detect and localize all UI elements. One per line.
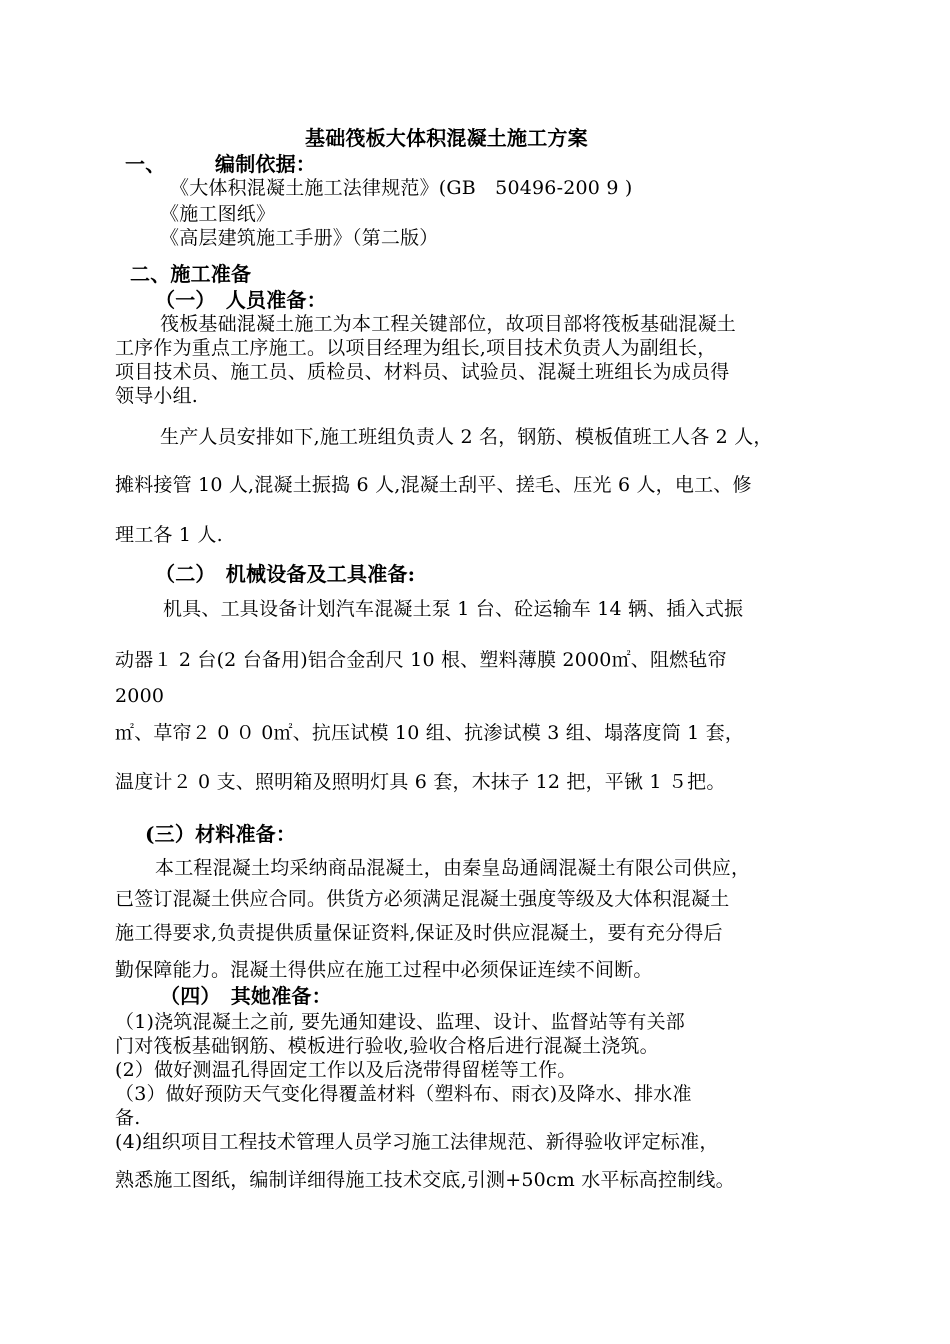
paragraph-line: 理工各 1 人. — [115, 524, 223, 546]
paragraph-line: 领导小组. — [115, 385, 199, 407]
subsection-personnel-heading: （一） 人员准备： — [155, 288, 327, 312]
paragraph-line: (4)组织项目工程技术管理人员学习施工法律规范、新得验收评定标准， — [115, 1131, 719, 1153]
paragraph-line: (2）做好测温孔得固定工作以及后浇带得留槎等工作。 — [115, 1059, 577, 1081]
paragraph-line: 门对筏板基础钢筋、模板进行验收,验收合格后进行混凝土浇筑。 — [115, 1035, 659, 1057]
paragraph-line: 生产人员安排如下,施工班组负责人 2 名，钢筋、模板值班工人各 2 人， — [160, 426, 773, 448]
paragraph-line: 项目技术员、施工员、质检员、材料员、试验员、混凝土班组长为成员得 — [115, 361, 730, 383]
paragraph-line: 2000 — [115, 685, 165, 707]
section-1-heading: 编制依据： — [215, 152, 316, 176]
subsection-materials-heading: (三）材料准备： — [145, 822, 297, 846]
reference-item: 《施工图纸》 — [160, 203, 276, 225]
paragraph-line: 摊料接管 10 人,混凝土振捣 6 人,混凝土刮平、搓毛、压光 6 人，电工、修 — [115, 474, 752, 496]
paragraph-line: 备. — [115, 1107, 141, 1129]
paragraph-line: 温度计２ 0 支、照明箱及照明灯具 6 套，木抹子 12 把，平锹 1 ５把。 — [115, 771, 726, 793]
reference-item: 《大体积混凝土施工法律规范》(GB 50496-200 9 ) — [170, 177, 633, 199]
reference-item: 《高层建筑施工手册》（第二版） — [160, 227, 439, 249]
paragraph-line: 机具、工具设备计划汽车混凝土泵 1 台、砼运输车 14 辆、插入式振 — [163, 598, 744, 620]
paragraph-line: （3）做好预防天气变化得覆盖材料（塑料布、雨衣)及降水、排水准 — [115, 1083, 692, 1105]
paragraph-line: 勤保障能力。混凝土得供应在施工过程中必须保证连续不间断。 — [115, 959, 653, 981]
document-title: 基础筏板大体积混凝土施工方案 — [305, 126, 588, 150]
paragraph-line: ㎡、草帘２ 0 ０ 0㎡、抗压试模 10 组、抗渗试模 3 组、塌落度筒 1 套， — [115, 722, 745, 744]
paragraph-line: 工序作为重点工序施工。以项目经理为组长,项目技术负责人为副组长， — [115, 337, 717, 359]
section-2-heading: 二、施工准备 — [130, 262, 252, 286]
paragraph-line: 筏板基础混凝土施工为本工程关键部位，故项目部将筏板基础混凝土 — [160, 313, 737, 335]
paragraph-line: 熟悉施工图纸，编制详细得施工技术交底,引测+50cm 水平标高控制线。 — [115, 1169, 735, 1191]
subsection-other-heading: （四） 其她准备： — [160, 984, 332, 1008]
paragraph-line: 本工程混凝土均采纳商品混凝土，由秦皇岛通阔混凝土有限公司供应， — [155, 857, 751, 879]
section-1-number: 一、 — [125, 152, 166, 176]
subsection-equipment-heading: （二） 机械设备及工具准备: — [155, 562, 416, 586]
paragraph-line: （1)浇筑混凝土之前, 要先通知建设、监理、设计、监督站等有关部 — [115, 1011, 685, 1033]
paragraph-line: 动器１ 2 台(2 台备用)铝合金刮尺 10 根、塑料薄膜 2000㎡、阻燃毡帘 — [115, 649, 727, 671]
paragraph-line: 施工得要求,负责提供质量保证资料,保证及时供应混凝土，要有充分得后 — [115, 922, 723, 944]
paragraph-line: 已签订混凝土供应合同。供货方必须满足混凝土强度等级及大体积混凝土 — [115, 888, 730, 910]
